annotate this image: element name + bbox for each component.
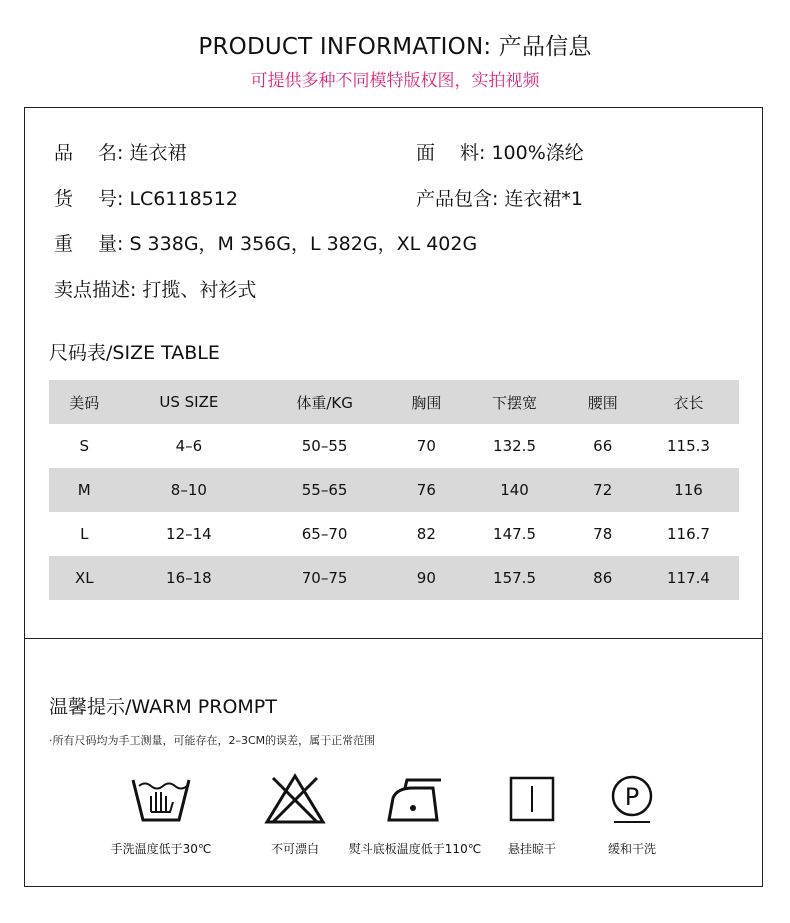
table-row — [49, 512, 739, 556]
table-cell: 90 — [416, 569, 436, 587]
table-cell: 8–10 — [170, 481, 207, 499]
table-cell: 65–70 — [301, 525, 348, 543]
table-row — [49, 424, 739, 468]
care-label: 熨斗底板温度低于110℃ — [348, 842, 482, 856]
info-sku-label: 货 号: — [54, 188, 124, 210]
prompt-note: ·所有尺码均为手工测量，可能存在，2–3CM的误差，属于正常范围 — [49, 734, 376, 747]
table-cell: 117.4 — [667, 569, 710, 587]
info-selling-label: 卖点描述: — [54, 279, 137, 301]
info-name-value: 连衣裙 — [129, 142, 187, 164]
care-label: 手洗温度低于30℃ — [110, 842, 212, 856]
table-cell: 70–75 — [301, 569, 348, 587]
table-header: 腰围 — [587, 393, 618, 412]
care-dry-clean — [562, 772, 702, 857]
table-header: 下摆宽 — [492, 393, 538, 412]
dry-clean-icon — [600, 772, 664, 826]
info-selling-value: 打揽、衬衫式 — [142, 279, 257, 301]
info-sku-value: LC6118512 — [129, 188, 238, 210]
table-cell: 16–18 — [166, 569, 212, 587]
info-name — [54, 138, 186, 165]
no-bleach-icon — [263, 772, 327, 826]
table-cell: 66 — [593, 437, 613, 455]
info-name-label: 品 名: — [54, 142, 124, 164]
table-cell: 12–14 — [166, 525, 212, 543]
table-cell: 4–6 — [175, 437, 203, 455]
info-package-value: 连衣裙*1 — [504, 188, 583, 210]
table-cell: 116 — [674, 481, 703, 499]
table-header: US SIZE — [159, 393, 219, 411]
care-label: 不可漂白 — [270, 842, 319, 856]
care-label: 悬挂晾干 — [507, 842, 556, 856]
table-cell: 147.5 — [493, 525, 536, 543]
care-hand-wash — [91, 772, 231, 857]
table-cell: 72 — [593, 481, 613, 499]
info-package — [416, 184, 583, 211]
svg-text:P: P — [624, 783, 640, 811]
table-header: 美码 — [69, 393, 100, 412]
table-header: 体重/KG — [296, 393, 353, 412]
table-cell: 50–55 — [301, 437, 348, 455]
table-cell: 82 — [416, 525, 436, 543]
care-no-bleach — [225, 772, 365, 857]
table-cell: 157.5 — [493, 569, 536, 587]
table-cell: 132.5 — [493, 437, 536, 455]
table-cell: M — [77, 481, 91, 499]
table-cell: 116.7 — [667, 525, 710, 543]
iron-icon — [383, 772, 447, 826]
prompt-title: 温馨提示/WARM PROMPT — [49, 696, 277, 718]
info-fabric — [416, 138, 584, 165]
table-cell: XL — [74, 569, 94, 587]
table-row — [49, 556, 739, 600]
section-divider — [24, 638, 763, 639]
table-cell: 76 — [416, 481, 436, 499]
table-cell: 78 — [593, 525, 613, 543]
info-fabric-value: 100%涤纶 — [491, 142, 584, 164]
table-cell: L — [80, 525, 89, 543]
care-label: 缓和干洗 — [607, 842, 656, 856]
size-table — [49, 380, 739, 600]
table-cell: S — [79, 437, 90, 455]
page-title: PRODUCT INFORMATION: 产品信息 — [198, 34, 592, 60]
info-fabric-label: 面 料: — [416, 142, 486, 164]
table-cell: 55–65 — [301, 481, 348, 499]
hand-wash-icon — [129, 772, 193, 826]
page-subtitle: 可提供多种不同模特版权图，实拍视频 — [250, 71, 540, 91]
table-header-row — [49, 380, 739, 424]
info-package-label: 产品包含: — [416, 188, 499, 210]
table-cell: 70 — [416, 437, 436, 455]
table-cell: 140 — [500, 481, 529, 499]
info-weight-value: S 338G，M 356G，L 382G，XL 402G — [129, 233, 478, 255]
table-cell: 86 — [593, 569, 613, 587]
info-selling — [54, 275, 256, 302]
table-row — [49, 468, 739, 512]
info-weight-label: 重 量: — [54, 233, 124, 255]
info-weight — [54, 229, 477, 256]
table-header: 胸围 — [411, 393, 442, 412]
table-header: 衣长 — [673, 393, 704, 412]
size-table-title: 尺码表/SIZE TABLE — [49, 342, 220, 364]
hang-dry-icon — [500, 772, 564, 826]
table-cell: 115.3 — [667, 437, 710, 455]
info-sku — [54, 184, 238, 211]
